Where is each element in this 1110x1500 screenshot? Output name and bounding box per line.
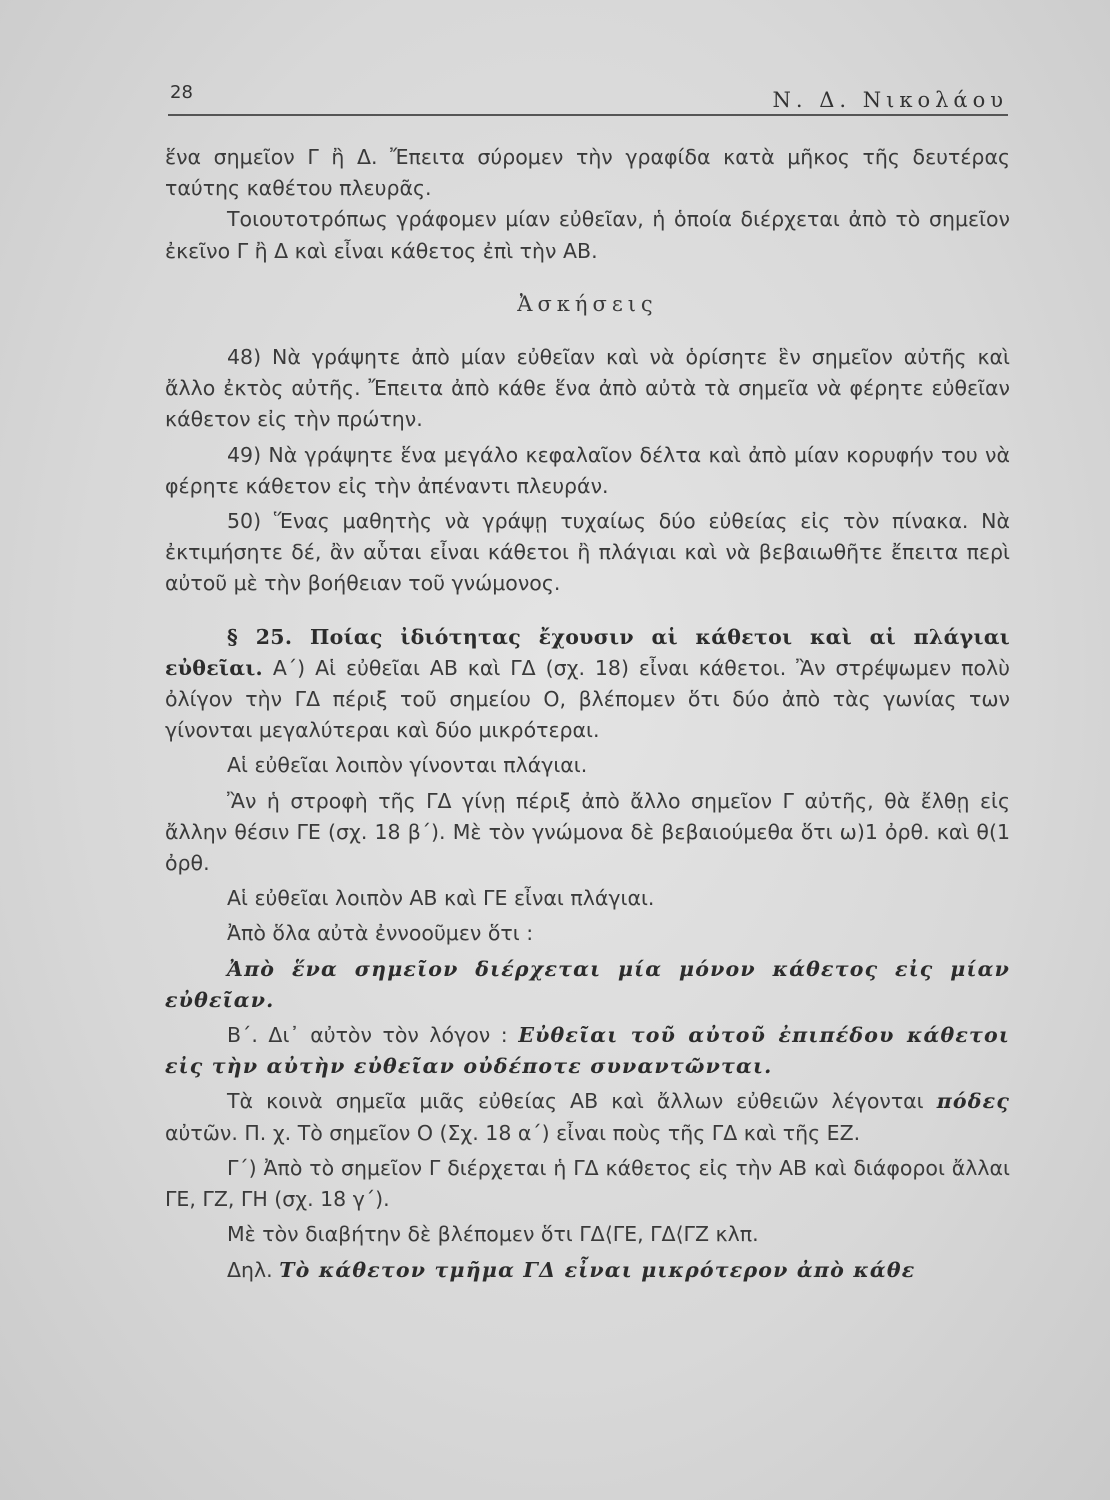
section-25 bbox=[165, 622, 1010, 747]
exercises-heading: Ἀσκήσεις bbox=[517, 291, 658, 316]
rule-parallel-perpendiculars: Εὐθεῖαι τοῦ αὐτοῦ ἐπιπέδου κάθετοι εἰς τὴν αὐτὴν εὐθεῖαν οὐδέποτε συναντῶνται. bbox=[165, 1023, 1011, 1079]
paragraph-from-all: Ἀπὸ ὅλα αὐτὰ ἐννοοῦμεν ὅτι : bbox=[227, 921, 534, 946]
paragraph-feet bbox=[165, 1086, 1010, 1148]
running-head-author: Ν. Δ. Νικολάου bbox=[772, 88, 1008, 112]
paragraph-feet-text-a: Τὰ κοινὰ σημεῖα μιᾶς εὐθείας ΑΒ καὶ ἄλλων εὐθειῶν λέγονται bbox=[227, 1089, 937, 1114]
term-feet: πόδες bbox=[936, 1089, 1010, 1114]
rule-shortest-perpendicular: Τὸ κάθετον τμῆμα ΓΔ εἶναι μικρότερον ἀπὸ κάθε bbox=[279, 1257, 916, 1282]
rule-one-perpendicular: Ἀπὸ ἕνα σημεῖον διέρχεται μία μόνον κάθετος εἰς μίαν εὐθεῖαν. bbox=[165, 956, 1010, 1012]
exercise-48: 48) Νὰ γράψητε ἀπὸ μίαν εὐθεῖαν καὶ νὰ ὁρίσητε ἓν σημεῖον αὐτῆς καὶ ἄλλο ἐκτὸς αὐτῆς. Ἔπειτα ἀπὸ κάθε ἕνα ἀπὸ αὐτὰ τὰ σημεῖα νὰ φέρητε εὐθεῖαν κάθετον εἰς τὴν πρώτην. bbox=[165, 345, 1010, 432]
page-number: 28 bbox=[170, 82, 193, 103]
paragraph-rotation: Ἂν ἡ στροφὴ τῆς ΓΔ γίνῃ πέριξ ἀπὸ ἄλλο σημεῖον Γ αὐτῆς, θὰ ἔλθῃ εἰς ἄλλην θέσιν ΓΕ (σχ. 18 β΄). Μὲ τὸν γνώμονα δὲ βεβαιούμεθα ὅτι ω)1 ὀρθ. καὶ θ(1 ὀρθ. bbox=[165, 788, 1010, 876]
section-25-text: Α΄) Αἱ εὐθεῖαι ΑΒ καὶ ΓΔ (σχ. 18) εἶναι κάθετοι. Ἂν στρέψωμεν πολὺ ὀλίγον τὴν ΓΔ πέριξ τοῦ σημείου Ο, βλέπομεν ὅτι δύο ἀπὸ τὰς γωνίας των γίνονται μεγαλύτεραι καὶ δύο μικρότεραι. bbox=[165, 655, 1010, 743]
paragraph-dil bbox=[165, 1255, 1010, 1286]
paragraph-b-prefix: Β΄. Δι᾽ αὐτὸν τὸν λόγον : bbox=[227, 1023, 519, 1048]
paragraph-perpendicular: Τοιουτοτρόπως γράφομεν μίαν εὐθεῖαν, ἡ ὁποία διέρχεται ἀπὸ τὸ σημεῖον ἐκεῖνο Γ ἢ Δ καὶ εἶναι κάθετος ἐπὶ τὴν ΑΒ. bbox=[165, 207, 1010, 263]
exercise-50: 50) Ἕνας μαθητὴς νὰ γράψῃ τυχαίως δύο εὐθείας εἰς τὸν πίνακα. Νὰ ἐκτιμήσητε δέ, ἂν αὗται εἶναι κάθετοι ἢ πλάγιαι καὶ νὰ βεβαιωθῆτε ἔπειτα περὶ αὐτοῦ μὲ τὴν βοήθειαν τοῦ γνώμονος. bbox=[165, 509, 1010, 596]
exercise-49: 49) Νὰ γράψητε ἕνα μεγάλο κεφαλαῖον δέλτα καὶ ἀπὸ μίαν κορυφήν του νὰ φέρητε κάθετον εἰς τὴν ἀπέναντι πλευράν. bbox=[165, 442, 1010, 498]
paragraph-oblique-2: Αἱ εὐθεῖαι λοιπὸν ΑΒ καὶ ΓΕ εἶναι πλάγιαι. bbox=[227, 886, 655, 911]
body-text bbox=[165, 142, 1010, 1286]
paragraph-b bbox=[165, 1020, 1010, 1082]
paragraph-oblique-1: Αἱ εὐθεῖαι λοιπὸν γίνονται πλάγιαι. bbox=[227, 753, 588, 778]
page-header bbox=[168, 82, 1008, 116]
section-25-title: § 25. Ποίας ἰδιότητας ἔχουσιν αἱ κάθετοι καὶ αἱ πλάγιαι εὐθεῖαι. bbox=[165, 624, 1010, 680]
paragraph-compass: Μὲ τὸν διαβήτην δὲ βλέπομεν ὅτι ΓΔ⟨ΓΕ, ΓΔ⟨ΓΖ κλπ. bbox=[227, 1222, 759, 1247]
paragraph-continuation: ἕνα σημεῖον Γ ἢ Δ. Ἔπειτα σύρομεν τὴν γραφίδα κατὰ μῆκος τῆς δευτέρας ταύτης καθέτου πλευρᾶς. bbox=[165, 145, 1010, 201]
paragraph-dil-prefix: Δηλ. bbox=[227, 1257, 280, 1282]
paragraph-gamma: Γ΄) Ἀπὸ τὸ σημεῖον Γ διέρχεται ἡ ΓΔ κάθετος εἰς τὴν ΑΒ καὶ διάφοροι ἄλλαι ΓΕ, ΓΖ, ΓΗ (σχ. 18 γ΄). bbox=[165, 1155, 1010, 1212]
paragraph-feet-text-b: αὐτῶν. Π. χ. Τὸ σημεῖον Ο (Σχ. 18 α΄) εἶναι ποὺς τῆς ΓΔ καὶ τῆς ΕΖ. bbox=[165, 1120, 861, 1145]
